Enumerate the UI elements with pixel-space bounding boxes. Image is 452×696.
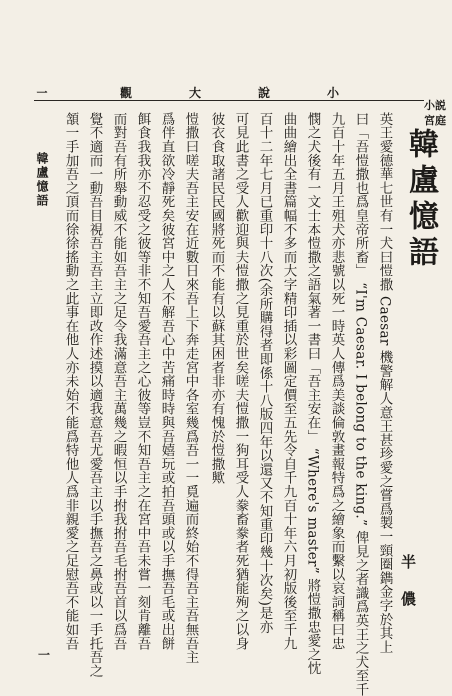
text-column: 憫之犬後有一文士本愷撒之語氣著一書曰「吾主安在」 “Where's master” 將愷撒忠愛之忱: [304, 112, 321, 676]
text-column: 覺不適而一動吾目視吾主吾主立即改作述摸以適我意吾尤愛吾主以手撫吾之鼻或以一手托吾之: [86, 112, 103, 678]
text-column: 彼衣食取諸民民國將死而不能有以蘇其困者非亦有愧於愷撒歟: [208, 112, 225, 485]
header-rule: [34, 100, 424, 101]
page-number-left: 一: [35, 87, 48, 98]
header-char: 說: [257, 86, 271, 100]
section-label-main: 小説: [424, 99, 446, 112]
running-header: [120, 86, 340, 100]
text-column: 百十二年七月已重印十八次(余所購得者即係十八版四年以還又不知重印幾十次矣)是亦: [256, 112, 273, 634]
section-label: [424, 100, 446, 126]
text-column: 英王愛德華七世有一犬曰愷撒 Caesar 機警解人意王甚珍愛之嘗爲製一頸圈鐫金字於其上: [376, 112, 393, 654]
text-column: 九百十年五月王殂犬亦悲號以死一時英人傳爲美談倫敦畫報特爲之繪象而繫以哀詞稱曰忠: [328, 112, 345, 651]
header-char: 大: [188, 86, 202, 100]
header-char: 小: [326, 86, 340, 100]
header-char: 觀: [120, 86, 134, 100]
article-title: 韓盧憶語: [403, 128, 438, 272]
text-column: 餌食我我亦不忍受之彼等非不知吾愛吾主之心彼等豈不知吾主之在宮中吾未嘗一刻肯離吾: [134, 112, 151, 651]
text-column: 曲曲繪出全書篇幅不多而大字精印插以彩圖定價至五先令自千九百十年六月初版後至千九: [280, 112, 297, 651]
section-label-sub: 宮庭: [424, 113, 446, 127]
text-column: 可見此書之受人歡迎與夫愷撒之見重於世矣嗟夫愷撒一狗耳受人豢畜豢者死猶能殉之以身: [232, 112, 249, 651]
text-column: 爲伴直欲冷靜死矣彼宮中之人不解吾心中苦痛時時與吾嬉玩或拍吾頭或以手撫吾毛或出餅: [158, 112, 175, 651]
text-column: 頷一手加吾之頂而徐徐搖動之此事在他人亦未始不能爲特他人爲非親愛之足慰吾不能如吾: [62, 112, 79, 651]
text-column: 而對吾有所舉動威不能如吾主之足令我滿意吾主萬幾之暇恒以手拊我拊吾毛拊吾首以爲吾: [110, 112, 127, 651]
text-column: 曰「吾愷撒也爲皇帝所畜」 “I'm Caesar. I belong to the king.” 俾見之者識爲英王之犬至千: [352, 112, 369, 696]
margin-book-title: 韓盧憶語: [35, 152, 49, 208]
author-name: 半儂: [399, 554, 417, 628]
page-number-right: 一: [38, 648, 51, 662]
text-column: 愷撒曰嗟夫吾主安在近數日來吾上下奔走宮中各室幾爲吾一一覓遍而終始不得吾主吾無吾主: [182, 112, 199, 664]
